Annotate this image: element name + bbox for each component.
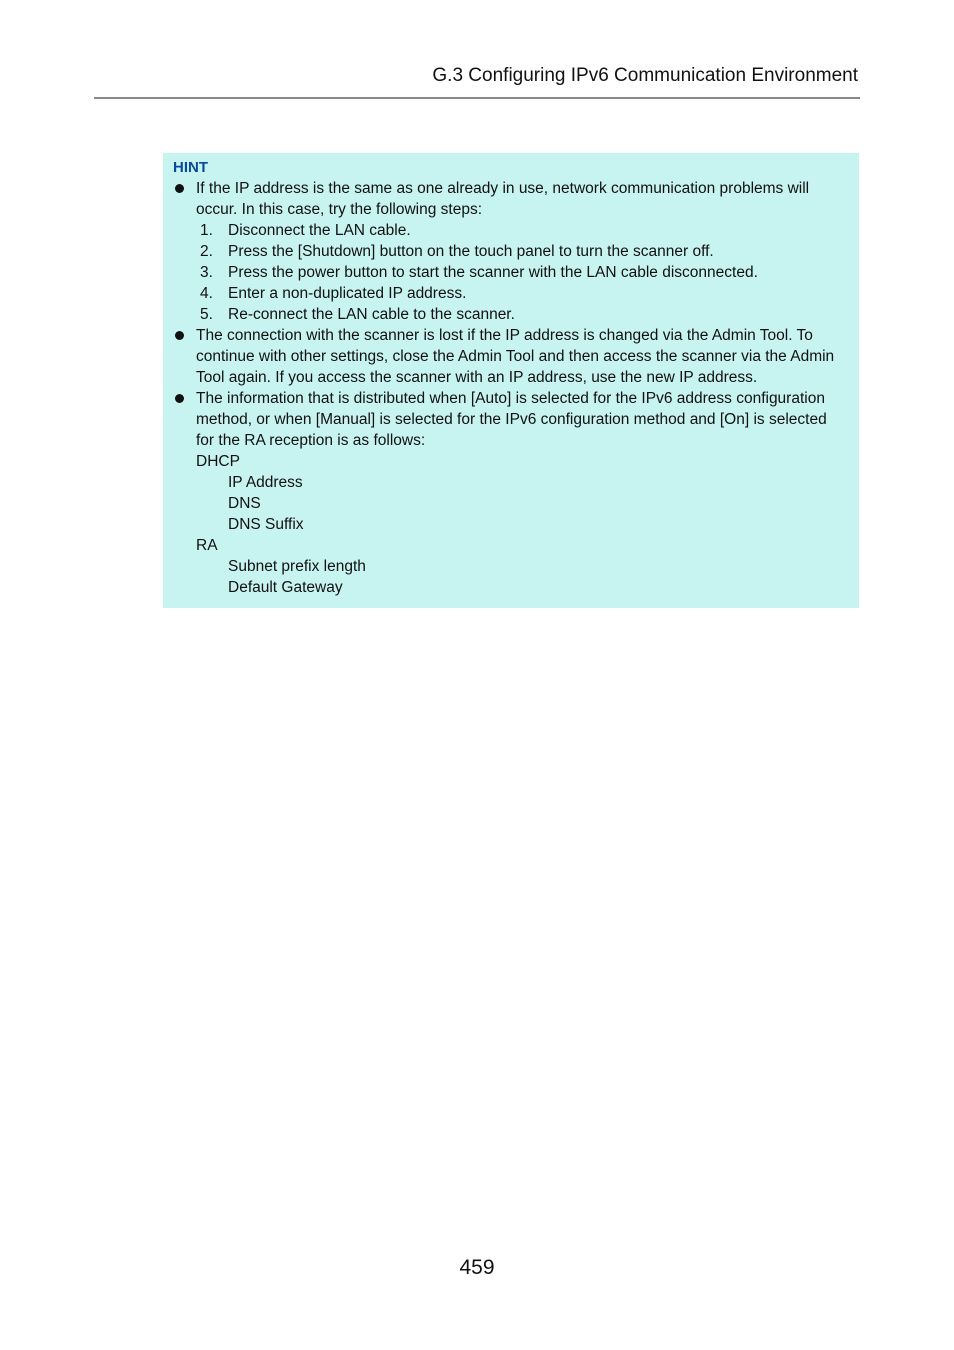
hint-bullet-distributed-info	[173, 388, 849, 598]
hint-bullet-admin-tool	[173, 325, 849, 388]
bullet-dot-icon	[175, 184, 184, 193]
list-item: Default Gateway	[228, 579, 343, 596]
hint-label: HINT	[173, 159, 208, 176]
step-text: Press the [Shutdown] button on the touch panel to turn the scanner off.	[228, 243, 714, 260]
list-item: DNS	[228, 495, 261, 512]
group-heading: DHCP	[196, 453, 240, 470]
list-item	[196, 220, 849, 241]
page-number: 459	[459, 1256, 495, 1279]
step-text: Enter a non-duplicated IP address.	[228, 285, 467, 302]
list-item	[196, 304, 849, 325]
bullet-text: The connection with the scanner is lost if the IP address is changed via the Admin Tool. To continue with other settings, close the Admin Tool and then access the scanner via the Admin Tool again. If you access the scanner with an IP address, use the new IP address.	[196, 327, 835, 386]
hint-bullet-duplicate-ip	[173, 178, 849, 325]
list-item: DNS Suffix	[228, 516, 304, 533]
step-number: 1.	[200, 222, 213, 239]
group-ra	[196, 535, 849, 598]
group-heading: RA	[196, 537, 218, 554]
bullet-dot-icon	[175, 394, 184, 403]
header-divider	[94, 97, 860, 99]
step-text: Press the power button to start the scanner with the LAN cable disconnected.	[228, 264, 758, 281]
list-item	[196, 262, 849, 283]
bullet-dot-icon	[175, 331, 184, 340]
steps-list	[196, 220, 849, 325]
step-number: 4.	[200, 285, 213, 302]
step-text: Re-connect the LAN cable to the scanner.	[228, 306, 515, 323]
bullet-text: The information that is distributed when [Auto] is selected for the IPv6 address configuration method, or when [Manual] is selected for the IPv6 configuration method and [On] is selected for the RA reception is as follows:	[196, 390, 827, 449]
bullet-text: If the IP address is the same as one already in use, network communication problems will occur. In this case, try the following steps:	[196, 180, 810, 218]
step-number: 2.	[200, 243, 213, 260]
step-number: 3.	[200, 264, 213, 281]
step-number: 5.	[200, 306, 213, 323]
group-dhcp	[196, 451, 849, 535]
list-item	[196, 283, 849, 304]
hint-box	[163, 153, 859, 608]
list-item: IP Address	[228, 474, 303, 491]
list-item: Subnet prefix length	[228, 558, 366, 575]
step-text: Disconnect the LAN cable.	[228, 222, 411, 239]
list-item	[196, 241, 849, 262]
section-title: G.3 Configuring IPv6 Communication Environment	[432, 65, 858, 86]
